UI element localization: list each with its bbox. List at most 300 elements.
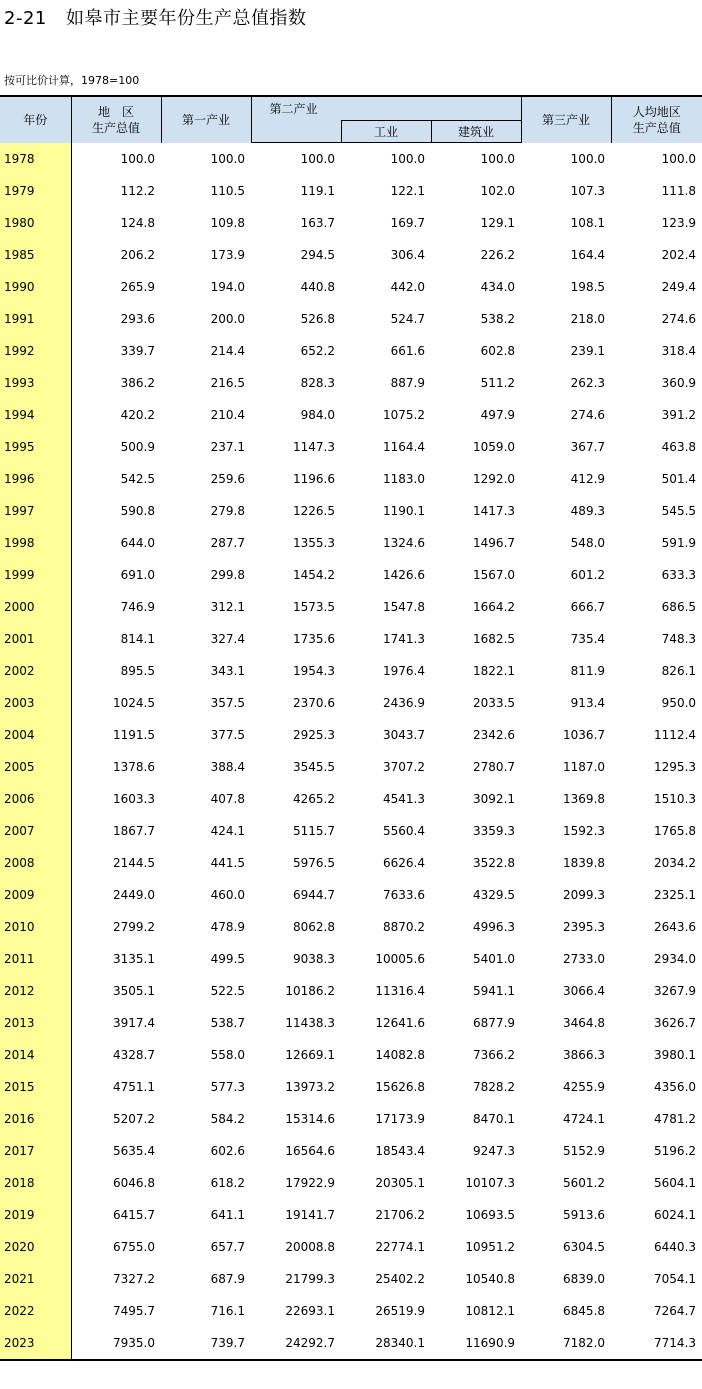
tertiary-cell: 2733.0 [563,952,606,966]
gdp-cell: 644.0 [120,536,155,550]
gdp-cell: 2799.2 [113,920,155,934]
industry-cell: 1190.1 [383,504,425,518]
tertiary-cell: 2395.3 [563,920,606,934]
year-cell: 2003 [0,687,71,719]
tertiary-cell: 164.4 [570,248,606,262]
construction-cell: 1822.1 [473,664,516,678]
secondary-cell: 5976.5 [293,856,335,870]
secondary-cell: 163.7 [300,216,335,230]
per-capita-cell: 633.3 [661,568,697,582]
per-capita-cell: 4781.2 [654,1112,697,1126]
table-row [0,655,702,687]
secondary-cell: 8062.8 [293,920,335,934]
year-cell: 2022 [0,1295,71,1327]
secondary-cell: 984.0 [300,408,335,422]
construction-cell: 497.9 [480,408,516,422]
construction-cell: 4329.5 [473,888,516,902]
primary-cell: 216.5 [210,376,245,390]
primary-cell: 522.5 [210,984,245,998]
header-industry: 工业 [341,121,431,143]
table-row [0,1231,702,1263]
year-cell: 2006 [0,783,71,815]
per-capita-cell: 249.4 [661,280,697,294]
construction-cell: 10107.3 [465,1176,516,1190]
industry-cell: 17173.9 [375,1112,425,1126]
gdp-cell: 420.2 [120,408,155,422]
header-tertiary: 第三产业 [521,96,611,143]
construction-cell: 1417.3 [473,504,516,518]
tertiary-cell: 2099.3 [563,888,606,902]
table-row [0,687,702,719]
industry-cell: 3707.2 [383,760,425,774]
gdp-cell: 386.2 [120,376,155,390]
primary-cell: 343.1 [210,664,245,678]
per-capita-cell: 4356.0 [654,1080,697,1094]
industry-cell: 442.0 [390,280,425,294]
construction-cell: 2342.6 [473,728,516,742]
secondary-cell: 526.8 [300,312,335,326]
per-capita-cell: 6440.3 [654,1240,697,1254]
industry-cell: 2436.9 [383,696,425,710]
gdp-cell: 1024.5 [113,696,155,710]
table-row [0,463,702,495]
primary-cell: 687.9 [210,1272,245,1286]
per-capita-cell: 1112.4 [654,728,697,742]
gdp-cell: 2449.0 [113,888,155,902]
primary-cell: 377.5 [210,728,245,742]
table-row [0,1295,702,1327]
header-secondary-blank [251,121,341,143]
primary-cell: 214.4 [210,344,245,358]
year-cell: 2000 [0,591,71,623]
primary-cell: 538.7 [210,1016,245,1030]
primary-cell: 584.2 [210,1112,245,1126]
primary-cell: 173.9 [210,248,245,262]
construction-cell: 102.0 [480,184,516,198]
tertiary-cell: 274.6 [570,408,606,422]
header-percap-line2: 生产总值 [632,120,681,135]
secondary-cell: 1454.2 [293,568,335,582]
primary-cell: 424.1 [210,824,245,838]
year-cell: 2021 [0,1263,71,1295]
gdp-cell: 6755.0 [113,1240,155,1254]
primary-cell: 388.4 [210,760,245,774]
tertiary-cell: 5913.6 [563,1208,606,1222]
per-capita-cell: 748.3 [661,632,697,646]
tertiary-cell: 666.7 [570,600,606,614]
table-row [0,1263,702,1295]
secondary-cell: 828.3 [300,376,335,390]
secondary-cell: 440.8 [300,280,335,294]
primary-cell: 327.4 [210,632,245,646]
year-cell: 2013 [0,1007,71,1039]
industry-cell: 22774.1 [375,1240,425,1254]
gdp-cell: 124.8 [120,216,155,230]
primary-cell: 194.0 [210,280,245,294]
secondary-cell: 15314.6 [285,1112,335,1126]
secondary-cell: 11438.3 [285,1016,335,1030]
gdp-cell: 500.9 [120,440,155,454]
header-gdp-line2: 生产总值 [91,120,140,135]
tertiary-cell: 5601.2 [563,1176,606,1190]
tertiary-cell: 412.9 [570,472,606,486]
header-secondary: 第二产业 [251,96,521,121]
tertiary-cell: 6839.0 [563,1272,606,1286]
year-cell: 2007 [0,815,71,847]
per-capita-cell: 2034.2 [654,856,697,870]
industry-cell: 6626.4 [383,856,425,870]
tertiary-cell: 198.5 [570,280,606,294]
gdp-cell: 6415.7 [113,1208,155,1222]
construction-cell: 1664.2 [473,600,516,614]
construction-cell: 129.1 [480,216,516,230]
industry-cell: 4541.3 [383,792,425,806]
year-cell: 1998 [0,527,71,559]
primary-cell: 460.0 [210,888,245,902]
gdp-cell: 3917.4 [113,1016,155,1030]
construction-cell: 10540.8 [465,1272,516,1286]
table-row [0,175,702,207]
gdp-cell: 7495.7 [113,1304,155,1318]
tertiary-cell: 601.2 [570,568,606,582]
per-capita-cell: 545.5 [661,504,697,518]
secondary-cell: 1954.3 [293,664,335,678]
industry-cell: 1183.0 [383,472,425,486]
construction-cell: 1496.7 [473,536,516,550]
industry-cell: 18543.4 [375,1144,425,1158]
tertiary-cell: 6845.8 [563,1304,606,1318]
table-row [0,1135,702,1167]
tertiary-cell: 100.0 [570,151,606,166]
primary-cell: 618.2 [210,1176,245,1190]
tertiary-cell: 1592.3 [563,824,606,838]
secondary-cell: 19141.7 [285,1208,335,1222]
gdp-cell: 265.9 [120,280,155,294]
gdp-cell: 339.7 [120,344,155,358]
per-capita-cell: 111.8 [661,184,697,198]
primary-cell: 657.7 [210,1240,245,1254]
per-capita-cell: 950.0 [661,696,697,710]
year-cell: 1996 [0,463,71,495]
construction-cell: 7366.2 [473,1048,516,1062]
year-cell: 2008 [0,847,71,879]
construction-cell: 3092.1 [473,792,516,806]
construction-cell: 511.2 [480,376,516,390]
table-row [0,719,702,751]
table-row [0,207,702,239]
primary-cell: 602.6 [210,1144,245,1158]
table-row [0,431,702,463]
construction-cell: 3522.8 [473,856,516,870]
year-cell: 2017 [0,1135,71,1167]
industry-cell: 122.1 [390,184,425,198]
table-row [0,1199,702,1231]
table-row [0,1327,702,1360]
secondary-cell: 1355.3 [293,536,335,550]
gdp-cell: 4751.1 [113,1080,155,1094]
tertiary-cell: 489.3 [570,504,606,518]
industry-cell: 14082.8 [375,1048,425,1062]
header-gdp [71,96,161,143]
per-capita-cell: 7264.7 [654,1304,697,1318]
per-capita-cell: 1510.3 [654,792,697,806]
primary-cell: 558.0 [210,1048,245,1062]
tertiary-cell: 3464.8 [563,1016,606,1030]
construction-cell: 2780.7 [473,760,516,774]
industry-cell: 11316.4 [375,984,425,998]
table-note: 按可比价计算，1978=100 [4,74,140,87]
year-cell: 1993 [0,367,71,399]
gdp-cell: 7327.2 [113,1272,155,1286]
per-capita-cell: 5196.2 [654,1144,697,1158]
construction-cell: 10693.5 [465,1208,516,1222]
tertiary-cell: 1369.8 [563,792,606,806]
table-row [0,143,702,176]
construction-cell: 538.2 [480,312,516,326]
secondary-cell: 21799.3 [285,1272,335,1286]
per-capita-cell: 100.0 [661,151,697,166]
construction-cell: 1567.0 [473,568,516,582]
secondary-cell: 100.0 [300,152,335,166]
per-capita-cell: 1295.3 [654,760,697,774]
table-row [0,623,702,655]
header-per-capita [611,96,702,143]
industry-cell: 1075.2 [383,408,425,422]
per-capita-cell: 1765.8 [654,824,697,838]
gdp-cell: 691.0 [120,568,155,582]
year-cell: 1985 [0,239,71,271]
tertiary-cell: 3066.4 [563,984,606,998]
primary-cell: 441.5 [210,856,245,870]
construction-cell: 1682.5 [473,632,516,646]
industry-cell: 1741.3 [383,632,425,646]
year-cell: 2014 [0,1039,71,1071]
secondary-cell: 1573.5 [293,600,335,614]
industry-cell: 21706.2 [375,1208,425,1222]
gdp-cell: 6046.8 [113,1176,155,1190]
per-capita-cell: 7054.1 [654,1272,697,1286]
year-cell: 2011 [0,943,71,975]
construction-cell: 10951.2 [465,1240,516,1254]
per-capita-cell: 2643.6 [654,920,697,934]
primary-cell: 210.4 [210,408,245,422]
secondary-cell: 4265.2 [293,792,335,806]
year-cell: 1995 [0,431,71,463]
gdp-cell: 100.0 [120,151,155,166]
primary-cell: 100.0 [210,151,245,166]
gdp-index-table [0,95,702,1361]
year-cell: 2009 [0,879,71,911]
per-capita-cell: 5604.1 [654,1176,697,1190]
construction-cell: 2033.5 [473,696,516,710]
year-cell: 2005 [0,751,71,783]
primary-cell: 577.3 [210,1080,245,1094]
year-cell: 1994 [0,399,71,431]
gdp-cell: 1867.7 [113,824,155,838]
tertiary-cell: 107.3 [570,184,606,198]
table-row [0,975,702,1007]
year-cell: 2018 [0,1167,71,1199]
per-capita-cell: 6024.1 [654,1208,697,1222]
table-row [0,559,702,591]
primary-cell: 716.1 [210,1304,245,1318]
per-capita-cell: 123.9 [661,216,697,230]
primary-cell: 312.1 [210,600,245,614]
gdp-cell: 5635.4 [113,1144,155,1158]
year-cell: 2004 [0,719,71,751]
industry-cell: 8870.2 [383,920,425,934]
construction-cell: 3359.3 [473,824,516,838]
header-year: 年份 [0,96,71,143]
year-cell: 1992 [0,335,71,367]
year-cell: 2016 [0,1103,71,1135]
construction-cell: 226.2 [480,248,516,262]
tertiary-cell: 3866.3 [563,1048,606,1062]
tertiary-cell: 6304.5 [563,1240,606,1254]
per-capita-cell: 274.6 [661,312,697,326]
per-capita-cell: 686.5 [661,600,697,614]
per-capita-cell: 826.1 [661,664,697,678]
industry-cell: 1976.4 [383,664,425,678]
secondary-cell: 6944.7 [293,888,335,902]
gdp-cell: 7935.0 [71,1327,161,1360]
primary-cell: 641.1 [210,1208,245,1222]
construction-cell: 11690.9 [431,1327,521,1360]
primary-cell: 357.5 [210,696,245,710]
industry-cell: 1547.8 [383,600,425,614]
gdp-cell: 814.1 [120,632,155,646]
table-row [0,239,702,271]
table-row [0,367,702,399]
industry-cell: 524.7 [390,312,425,326]
table-row [0,527,702,559]
header-percap-line1: 人均地区 [632,104,681,119]
per-capita-cell: 501.4 [661,472,697,486]
tertiary-cell: 1187.0 [563,760,606,774]
industry-cell: 1164.4 [383,440,425,454]
construction-cell: 8470.1 [473,1112,516,1126]
primary-cell: 299.8 [210,568,245,582]
table-row [0,1007,702,1039]
primary-cell: 407.8 [210,792,245,806]
per-capita-cell: 463.8 [661,440,697,454]
table-row [0,1167,702,1199]
construction-cell: 9247.3 [473,1144,516,1158]
secondary-cell: 12669.1 [285,1048,335,1062]
gdp-cell: 2144.5 [113,856,155,870]
construction-cell: 1292.0 [473,472,516,486]
construction-cell: 434.0 [480,280,516,294]
year-cell: 2002 [0,655,71,687]
industry-cell: 10005.6 [375,952,425,966]
header-primary: 第一产业 [161,96,251,143]
construction-cell: 5401.0 [473,952,516,966]
table-row [0,1103,702,1135]
secondary-cell: 24292.7 [251,1327,341,1360]
construction-cell: 6877.9 [473,1016,516,1030]
year-cell: 2019 [0,1199,71,1231]
table-row [0,1071,702,1103]
table-body [0,143,702,1361]
secondary-cell: 1226.5 [293,504,335,518]
header-gdp-line1: 地 区 [97,104,134,119]
tertiary-cell: 4255.9 [563,1080,606,1094]
tertiary-cell: 218.0 [570,312,606,326]
industry-cell: 1324.6 [383,536,425,550]
secondary-cell: 2370.6 [293,696,335,710]
gdp-cell: 293.6 [120,312,155,326]
table-row [0,879,702,911]
gdp-cell: 112.2 [120,184,155,198]
table-row [0,495,702,527]
primary-cell: 499.5 [210,952,245,966]
gdp-cell: 4328.7 [113,1048,155,1062]
secondary-cell: 20008.8 [285,1240,335,1254]
primary-cell: 110.5 [210,184,245,198]
tertiary-cell: 1839.8 [563,856,606,870]
tertiary-cell: 4724.1 [563,1112,606,1126]
per-capita-cell: 318.4 [661,344,697,358]
industry-cell: 100.0 [390,152,425,166]
primary-cell: 237.1 [210,440,245,454]
industry-cell: 20305.1 [375,1176,425,1190]
page-title [4,6,307,32]
per-capita-cell: 591.9 [661,536,697,550]
gdp-cell: 1191.5 [113,728,155,742]
table-row [0,399,702,431]
per-capita-cell: 3626.7 [654,1016,697,1030]
secondary-cell: 3545.5 [293,760,335,774]
secondary-cell: 119.1 [300,184,335,198]
year-cell: 1991 [0,303,71,335]
secondary-cell: 22693.1 [285,1304,335,1318]
year-cell: 2020 [0,1231,71,1263]
secondary-cell: 17922.9 [285,1176,335,1190]
industry-cell: 26519.9 [375,1304,425,1318]
primary-cell: 478.9 [210,920,245,934]
secondary-cell: 1196.6 [293,472,335,486]
industry-cell: 661.6 [390,344,425,358]
industry-cell: 3043.7 [383,728,425,742]
industry-cell: 12641.6 [375,1016,425,1030]
secondary-cell: 1735.6 [293,632,335,646]
tertiary-cell: 5152.9 [563,1144,606,1158]
year-cell: 2012 [0,975,71,1007]
per-capita-cell: 2325.1 [654,888,697,902]
secondary-cell: 652.2 [300,344,335,358]
gdp-cell: 1378.6 [113,760,155,774]
gdp-cell: 206.2 [120,248,155,262]
year-cell: 1990 [0,271,71,303]
primary-cell: 287.7 [210,536,245,550]
primary-cell: 109.8 [210,216,245,230]
secondary-cell: 2925.3 [293,728,335,742]
primary-cell: 279.8 [210,504,245,518]
secondary-cell: 294.5 [300,248,335,262]
secondary-cell: 1147.3 [293,440,335,454]
primary-cell: 200.0 [210,312,245,326]
secondary-cell: 5115.7 [293,824,335,838]
construction-cell: 7828.2 [473,1080,516,1094]
per-capita-cell: 391.2 [661,408,697,422]
secondary-cell: 9038.3 [293,952,335,966]
industry-cell: 15626.8 [375,1080,425,1094]
construction-cell: 5941.1 [473,984,516,998]
year-cell: 1999 [0,559,71,591]
year-cell: 1997 [0,495,71,527]
tertiary-cell: 367.7 [570,440,606,454]
year-cell: 2001 [0,623,71,655]
